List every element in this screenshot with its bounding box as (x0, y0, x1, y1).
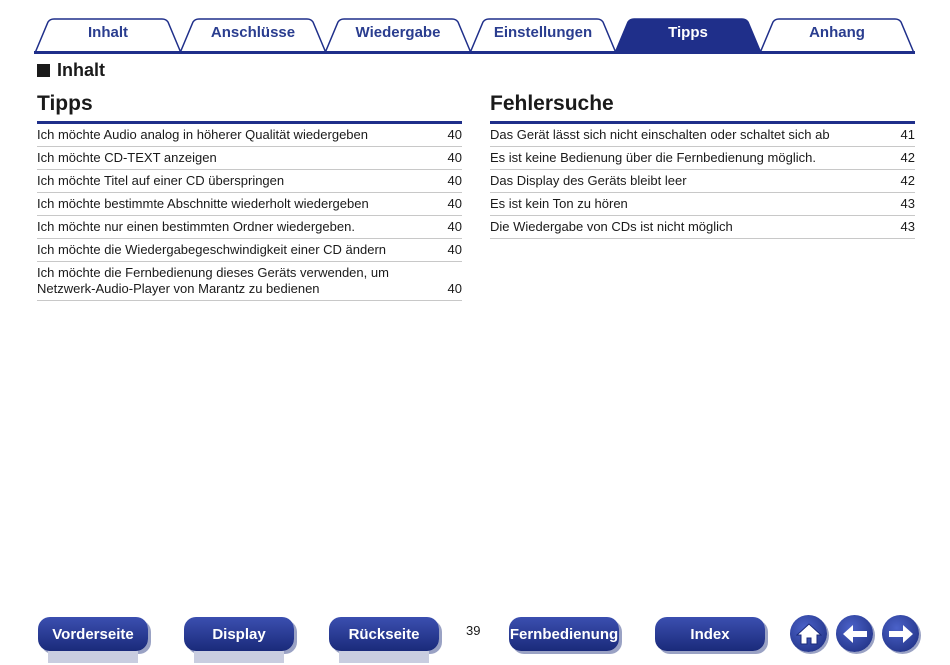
tab-wiedergabe[interactable] (324, 18, 472, 53)
row-text: Ich möchte nur einen bestimmten Ordner wiedergeben. (37, 219, 355, 234)
index-label: Index (690, 625, 730, 643)
row-text: Das Gerät lässt sich nicht einschalten oder schaltet sich ab (490, 127, 830, 142)
arrow-left-icon (841, 623, 869, 645)
row-text: Das Display des Geräts bleibt leer (490, 173, 687, 188)
fehlersuche-row[interactable] (490, 216, 915, 239)
row-page: 42 (900, 173, 915, 188)
remote-control-button[interactable] (509, 617, 619, 651)
tipps-row[interactable] (37, 124, 462, 147)
back-button[interactable] (836, 615, 873, 652)
row-page: 40 (447, 173, 462, 188)
rear-panel-label: Rückseite (348, 625, 420, 643)
tab-anhang-label: Anhang (809, 24, 865, 41)
row-text: Ich möchte bestimmte Abschnitte wiederholt wiedergeben (37, 196, 369, 211)
row-page: 40 (447, 242, 462, 257)
forward-button[interactable] (882, 615, 919, 652)
row-text: Die Wiedergabe von CDs ist nicht möglich (490, 219, 733, 234)
front-panel-button[interactable] (38, 617, 148, 651)
tipps-row[interactable] (37, 193, 462, 216)
tab-tipps[interactable] (614, 18, 762, 53)
tab-anschluesse-label: Anschlüsse (210, 24, 296, 41)
button-shadow-bar (48, 651, 138, 663)
fehlersuche-row[interactable] (490, 170, 915, 193)
row-text: Es ist kein Ton zu hören (490, 196, 628, 211)
fehlersuche-row[interactable] (490, 124, 915, 147)
row-page: 43 (900, 196, 915, 211)
tab-wiedergabe-label: Wiedergabe (355, 24, 441, 41)
tab-anschluesse[interactable] (179, 18, 327, 53)
tab-anhang[interactable] (759, 18, 907, 53)
row-page: 42 (900, 150, 915, 165)
row-page: 40 (447, 219, 462, 234)
tab-underline (34, 51, 915, 54)
tipps-row[interactable] (37, 147, 462, 170)
fehlersuche-column (490, 90, 915, 239)
row-page: 41 (900, 127, 915, 142)
display-label: Display (212, 625, 266, 643)
button-shadow-bar (194, 651, 284, 663)
row-text: Ich möchte die Fernbedienung dieses Geräts verwenden, um Netzwerk-Audio-Player von Marantz zu bedienen (37, 265, 389, 296)
tab-einstellungen-label: Einstellungen (493, 24, 593, 41)
tipps-row[interactable] (37, 170, 462, 193)
tipps-row[interactable] (37, 262, 462, 301)
section-title: Inhalt (57, 60, 105, 80)
home-button[interactable] (790, 615, 827, 652)
page-number: 39 (466, 623, 481, 638)
row-text: Ich möchte die Wiedergabegeschwindigkeit einer CD ändern (37, 242, 387, 257)
tipps-column (37, 90, 462, 301)
top-tab-bar (0, 0, 950, 56)
front-panel-label: Vorderseite (52, 625, 134, 643)
row-page: 43 (900, 219, 915, 234)
fehlersuche-heading: Fehlersuche (490, 90, 915, 124)
tab-inhalt[interactable] (34, 18, 182, 53)
row-text: Es ist keine Bedienung über die Fernbedienung möglich. (490, 150, 816, 165)
tab-inhalt-label: Inhalt (88, 24, 128, 41)
row-page: 40 (447, 150, 462, 165)
display-button[interactable] (184, 617, 294, 651)
tipps-heading: Tipps (37, 90, 462, 124)
section-heading (37, 60, 105, 81)
home-icon (796, 622, 822, 646)
row-page: 40 (447, 281, 462, 296)
square-bullet-icon (37, 64, 50, 77)
index-button[interactable] (655, 617, 765, 651)
tipps-row[interactable] (37, 216, 462, 239)
row-text: Ich möchte Titel auf einer CD überspringen (37, 173, 285, 188)
tipps-row[interactable] (37, 239, 462, 262)
rear-panel-button[interactable] (329, 617, 439, 651)
fehlersuche-row[interactable] (490, 193, 915, 216)
fehlersuche-row[interactable] (490, 147, 915, 170)
row-page: 40 (447, 196, 462, 211)
row-page: 40 (447, 127, 462, 142)
tab-tipps-label: Tipps (668, 24, 708, 41)
arrow-right-icon (887, 623, 915, 645)
row-text: Ich möchte CD-TEXT anzeigen (37, 150, 217, 165)
row-text: Ich möchte Audio analog in höherer Qualität wiedergeben (37, 127, 368, 142)
button-shadow-bar (339, 651, 429, 663)
tab-einstellungen[interactable] (469, 18, 617, 53)
remote-control-label: Fernbedienung (509, 625, 619, 643)
